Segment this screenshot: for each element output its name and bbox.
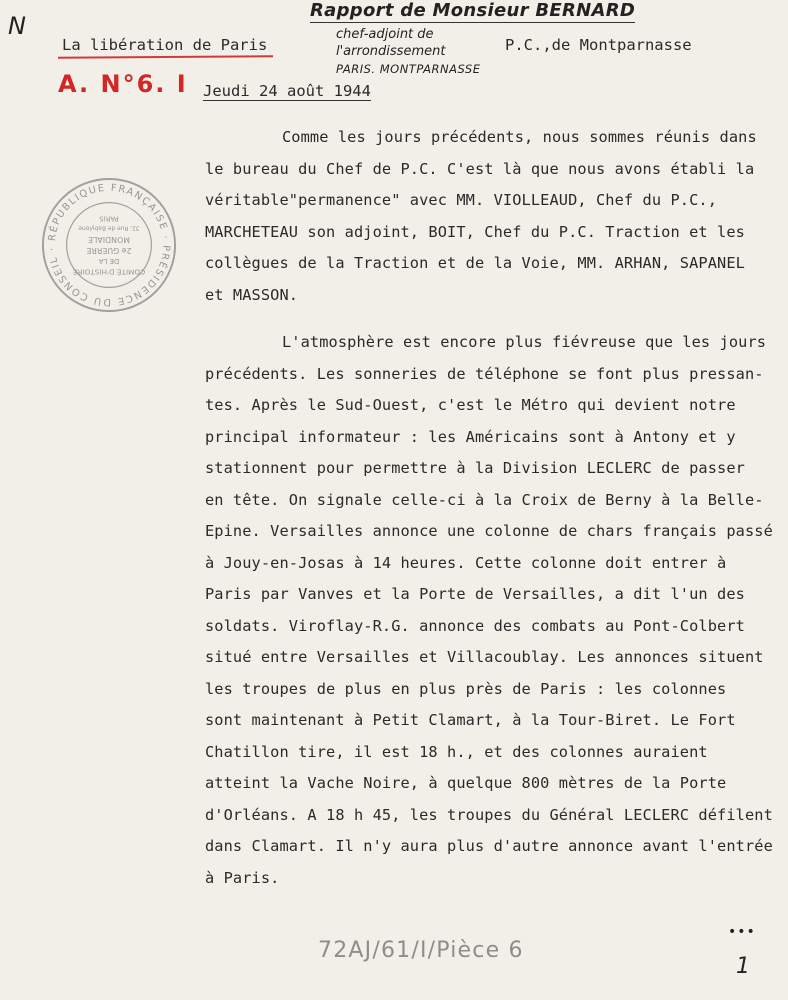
text-line: d'Orléans. A 18 h 45, les troupes du Général LECLERC défilent — [205, 805, 773, 824]
text-line: collègues de la Traction et de la Voie, MM. ARHAN, SAPANEL — [205, 254, 745, 272]
author-role-line-2: l'arrondissement — [336, 44, 446, 59]
text-line: stationnent pour permettre à la Division LECLERC de passer — [205, 459, 745, 477]
text-line: à Jouy-en-Josas à 14 heures. Cette colonne doit entrer à — [205, 553, 727, 572]
text-line: à Paris. — [205, 868, 280, 887]
corner-mark: N — [8, 12, 26, 40]
report-title: Rapport de Monsieur BERNARD — [310, 0, 636, 21]
red-underline — [58, 55, 273, 59]
archive-stamp — [40, 176, 178, 314]
paragraph-2 — [205, 327, 775, 894]
text-line: principal informateur : les Américains sont à Antony et y — [205, 427, 736, 446]
left-heading: La libération de Paris — [62, 36, 268, 54]
text-line: atteint la Vache Noire, à quelque 800 mètres de la Porte — [205, 774, 727, 792]
stamp-inner-line: PARIS — [99, 214, 119, 223]
text-line: soldats. Viroflay-R.G. annonce des combats au Pont-Colbert — [205, 616, 745, 635]
text-line: dans Clamart. Il n'y aura plus d'autre annonce avant l'entrée — [205, 837, 773, 855]
text-line: Epine. Versailles annonce une colonne de chars français passé — [205, 522, 773, 540]
author-role-line-1: chef-adjoint de — [336, 27, 434, 42]
text-line: les troupes de plus en plus près de Paris : les colonnes — [205, 679, 727, 698]
text-line: précédents. Les sonneries de téléphone se font plus pressan- — [205, 364, 764, 383]
stamp-outer-text: PRÉSIDENCE DU CONSEIL · RÉPUBLIQUE FRANÇAISE · — [46, 182, 172, 308]
text-line: Paris par Vanves et la Porte de Versailles, a dit l'un des — [205, 585, 745, 603]
page-number: 1 — [736, 954, 750, 979]
text-line: situé entre Versailles et Villacoublay. Les annonces situent — [205, 648, 764, 666]
text-line: Comme les jours précédents, nous sommes réunis dans — [282, 128, 757, 146]
text-line: et MASSON. — [205, 285, 299, 304]
text-line: le bureau du Chef de P.C. C'est là que nous avons établi la — [205, 159, 755, 178]
stamp-inner-line: COMITÉ D'HISTOIRE — [72, 267, 146, 277]
document-date: Jeudi 24 août 1944 — [203, 82, 371, 100]
text-line: L'atmosphère est encore plus fiévreuse que les jours — [282, 333, 767, 351]
text-line: véritable"permanence" avec MM. VIOLLEAUD, Chef du P.C., — [205, 191, 718, 209]
archive-call-number: 72AJ/61/I/Pièce 6 — [318, 938, 524, 963]
stamp-inner-line: MONDIALE — [87, 235, 131, 245]
stamp-inner-line: 2e GUERRE — [86, 245, 132, 255]
author-role-line-3: PARIS. MONTPARNASSE — [336, 62, 481, 76]
text-line: en tête. On signale celle-ci à la Croix de Berny à la Belle- — [205, 490, 764, 509]
stamp-inner-line: DE LA — [98, 256, 120, 265]
text-line: MARCHETEAU son adjoint, BOIT, Chef du P.C. Traction et les — [205, 222, 745, 241]
paragraph-1 — [205, 122, 775, 311]
stamp-inner-line: 32, Rue de Babylone — [78, 224, 140, 231]
text-line: tes. Après le Sud-Ouest, c'est le Métro qui devient notre — [205, 396, 736, 414]
page-dots: ••• — [728, 924, 756, 940]
text-line: sont maintenant à Petit Clamart, à la Tour-Biret. Le Fort — [205, 711, 736, 729]
right-heading: P.C.,de Montparnasse — [505, 36, 692, 54]
archive-reference: A. N°6. I — [58, 70, 188, 98]
text-line: Chatillon tire, il est 18 h., et des colonnes auraient — [205, 742, 708, 761]
